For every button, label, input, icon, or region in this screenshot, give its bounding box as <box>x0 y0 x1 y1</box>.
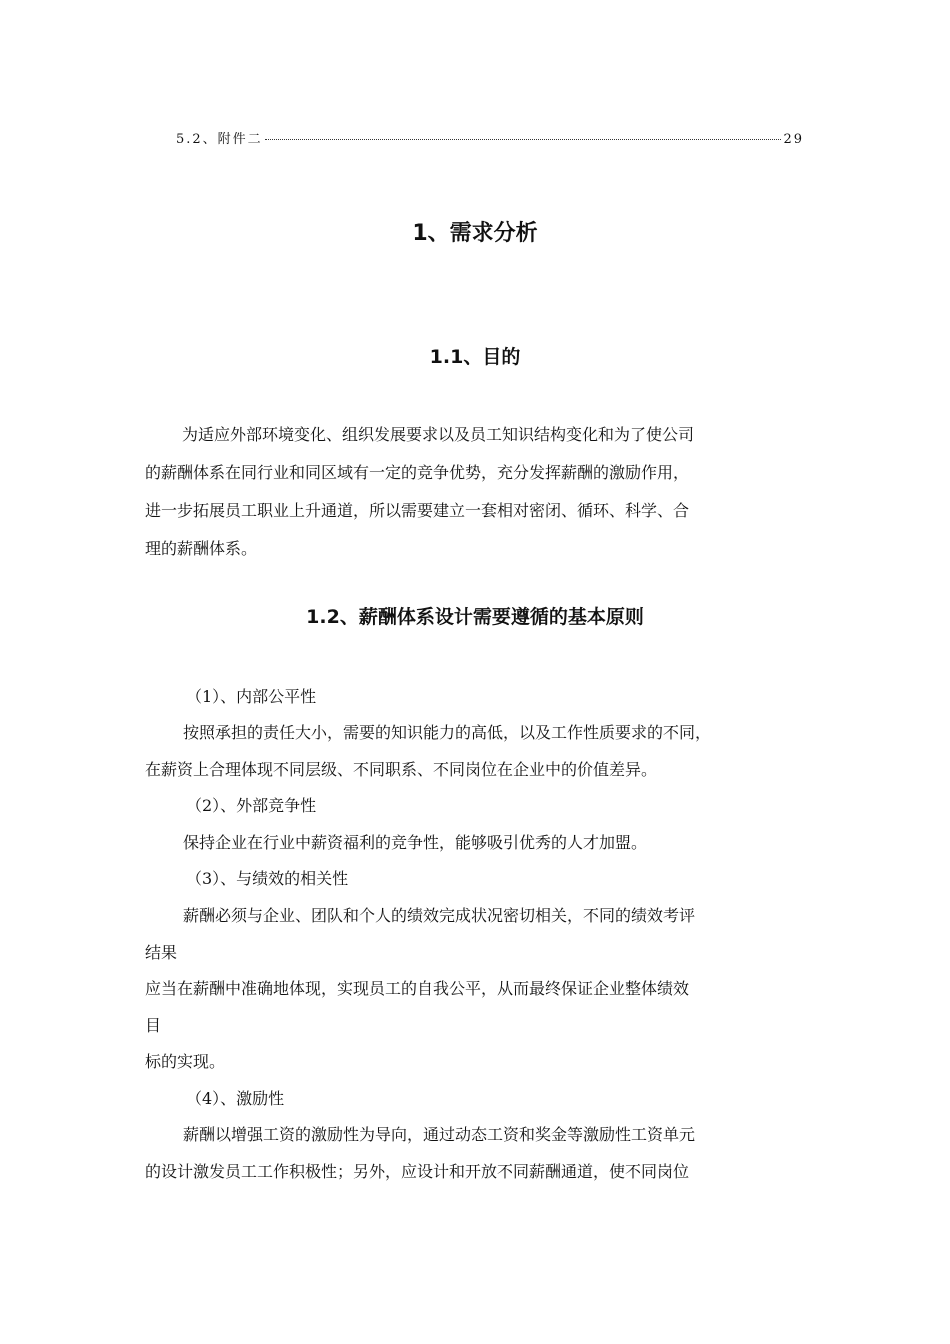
paragraph-line: 薪酬必须与企业、团队和个人的绩效完成状况密切相关，不同的绩效考评 <box>183 906 696 925</box>
paragraph-line: 结果 <box>145 943 178 962</box>
principle-heading-2: （2）、外部竞争性 <box>186 796 317 815</box>
paragraph-line: 按照承担的责任大小，需要的知识能力的高低，以及工作性质要求的不同， <box>183 723 712 742</box>
paragraph-line: 应当在薪酬中准确地体现，实现员工的自我公平，从而最终保证企业整体绩效 <box>145 979 690 998</box>
toc-page-number: 29 <box>783 132 804 147</box>
paragraph-line: 的设计激发员工工作积极性；另外，应设计和开放不同薪酬通道，使不同岗位 <box>145 1162 690 1181</box>
paragraph-line: 薪酬以增强工资的激励性为导向，通过动态工资和奖金等激励性工资单元 <box>183 1125 696 1144</box>
principle-heading-1: （1）、内部公平性 <box>186 687 317 706</box>
toc-leader-dots <box>265 139 782 140</box>
paragraph-line: 保持企业在行业中薪资福利的竞争性，能够吸引优秀的人才加盟。 <box>183 833 648 852</box>
principle-heading-3: （3）、与绩效的相关性 <box>186 869 349 888</box>
paragraph-line: 理的薪酬体系。 <box>145 539 258 558</box>
paragraph-line: 为适应外部环境变化、组织发展要求以及员工知识结构变化和为了使公司 <box>182 425 695 444</box>
purpose-paragraph <box>145 416 810 568</box>
toc-entry-label: 5.2、附件二 <box>176 132 263 147</box>
toc-entry[interactable] <box>176 128 804 148</box>
paragraph-line: 在薪资上合理体现不同层级、不同职系、不同岗位在企业中的价值差异。 <box>145 760 658 779</box>
section-heading-1-1: 1.1、目的 <box>429 346 521 368</box>
section-heading-1: 1、需求分析 <box>412 221 538 246</box>
paragraph-line: 标的实现。 <box>145 1052 226 1071</box>
paragraph-line: 的薪酬体系在同行业和同区域有一定的竞争优势，充分发挥薪酬的激励作用， <box>145 463 690 482</box>
paragraph-line: 进一步拓展员工职业上升通道，所以需要建立一套相对密闭、循环、科学、合 <box>145 501 690 520</box>
paragraph-line: 目 <box>145 1016 162 1035</box>
principle-heading-4: （4）、激励性 <box>186 1089 285 1108</box>
section-heading-1-2: 1.2、薪酬体系设计需要遵循的基本原则 <box>306 606 644 628</box>
